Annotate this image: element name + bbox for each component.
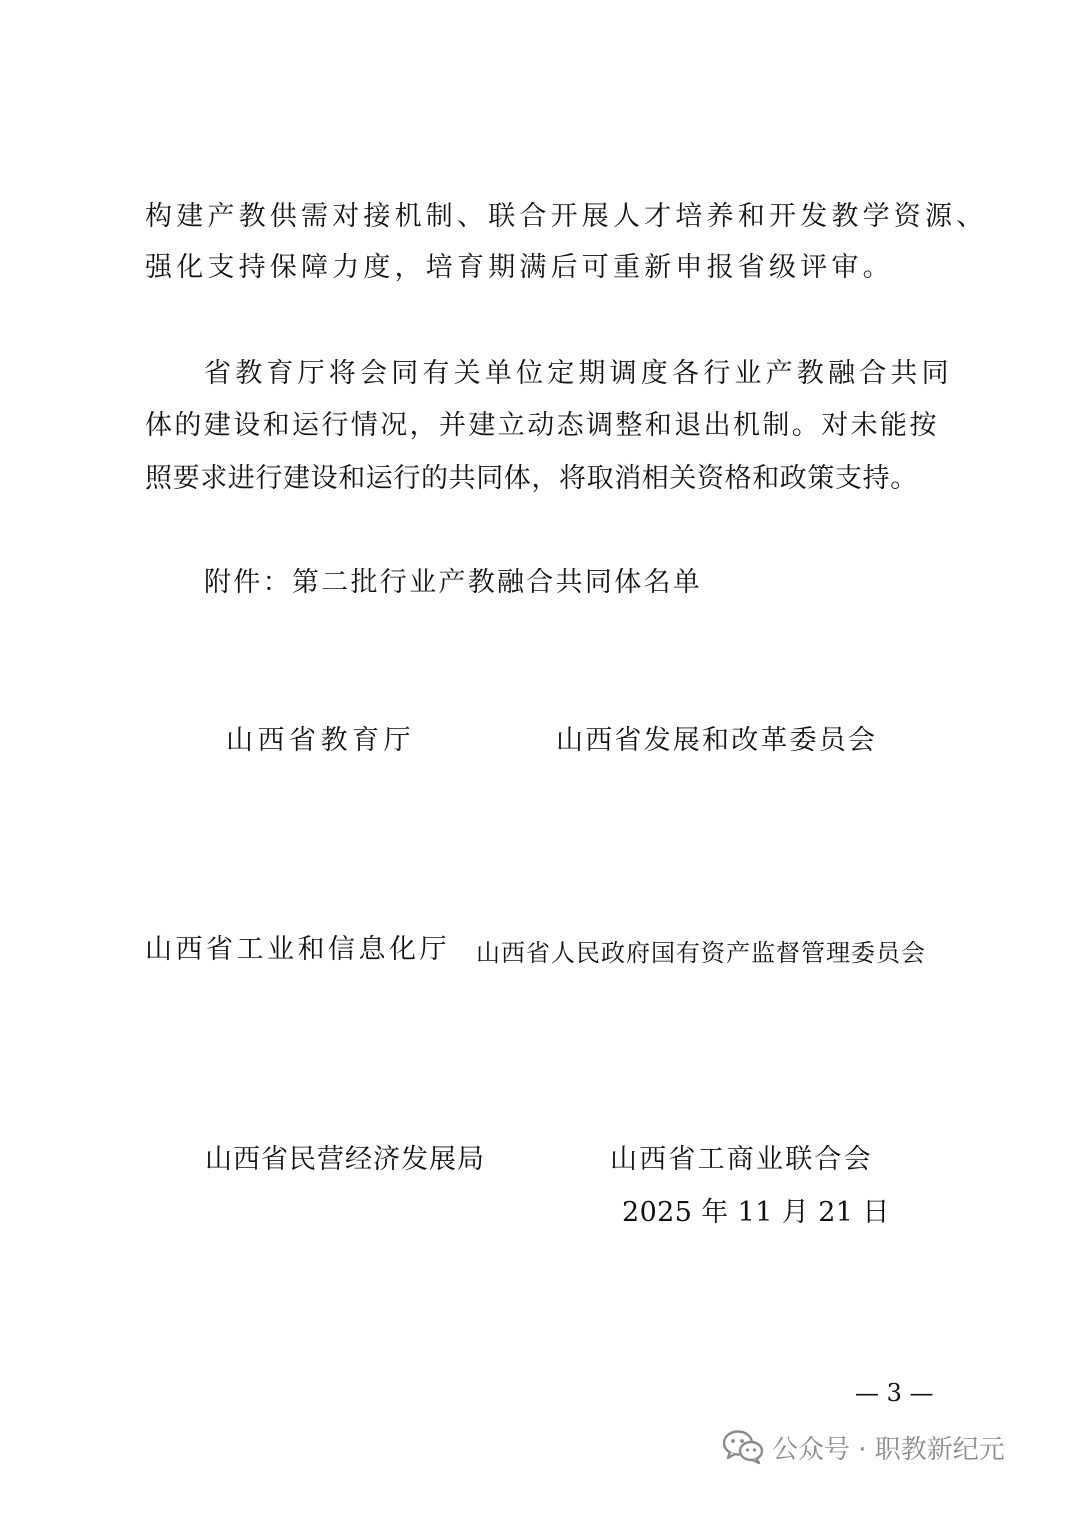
document-date: 2025 年 11 月 21 日	[622, 1197, 890, 1228]
signatory-education-department: 山西省教育厅	[226, 725, 415, 756]
paragraph-2-line-1: 省教育厅将会同有关单位定期调度各行业产教融合共同	[204, 358, 953, 389]
paragraph-2-line-3: 照要求进行建设和运行的共同体，将取消相关资格和政策支持。	[145, 463, 918, 494]
wechat-icon	[722, 1429, 764, 1465]
paragraph-1-line-1: 构建产教供需对接机制、联合开展人才培养和开发教学资源、	[145, 201, 988, 232]
page-number: — 3 —	[855, 1379, 934, 1407]
paragraph-2-line-2: 体的建设和运行情况，并建立动态调整和退出机制。对未能按	[145, 410, 939, 441]
signatory-private-economy-bureau: 山西省民营经济发展局	[205, 1144, 485, 1175]
watermark	[722, 1427, 1005, 1467]
paragraph-1-line-2: 强化支持保障力度，培育期满后可重新申报省级评审。	[145, 252, 894, 283]
watermark-text: 公众号 · 职教新纪元	[772, 1434, 1005, 1465]
signatory-industry-it-department: 山西省工业和信息化厅	[145, 934, 450, 965]
signatory-federation-industry-commerce: 山西省工商业联合会	[610, 1144, 873, 1175]
attachment-note: 附件：第二批行业产教融合共同体名单	[204, 567, 703, 598]
signatory-development-reform-commission: 山西省发展和改革委员会	[556, 725, 878, 756]
signatory-state-assets-commission: 山西省人民政府国有资产监督管理委员会	[476, 939, 926, 967]
